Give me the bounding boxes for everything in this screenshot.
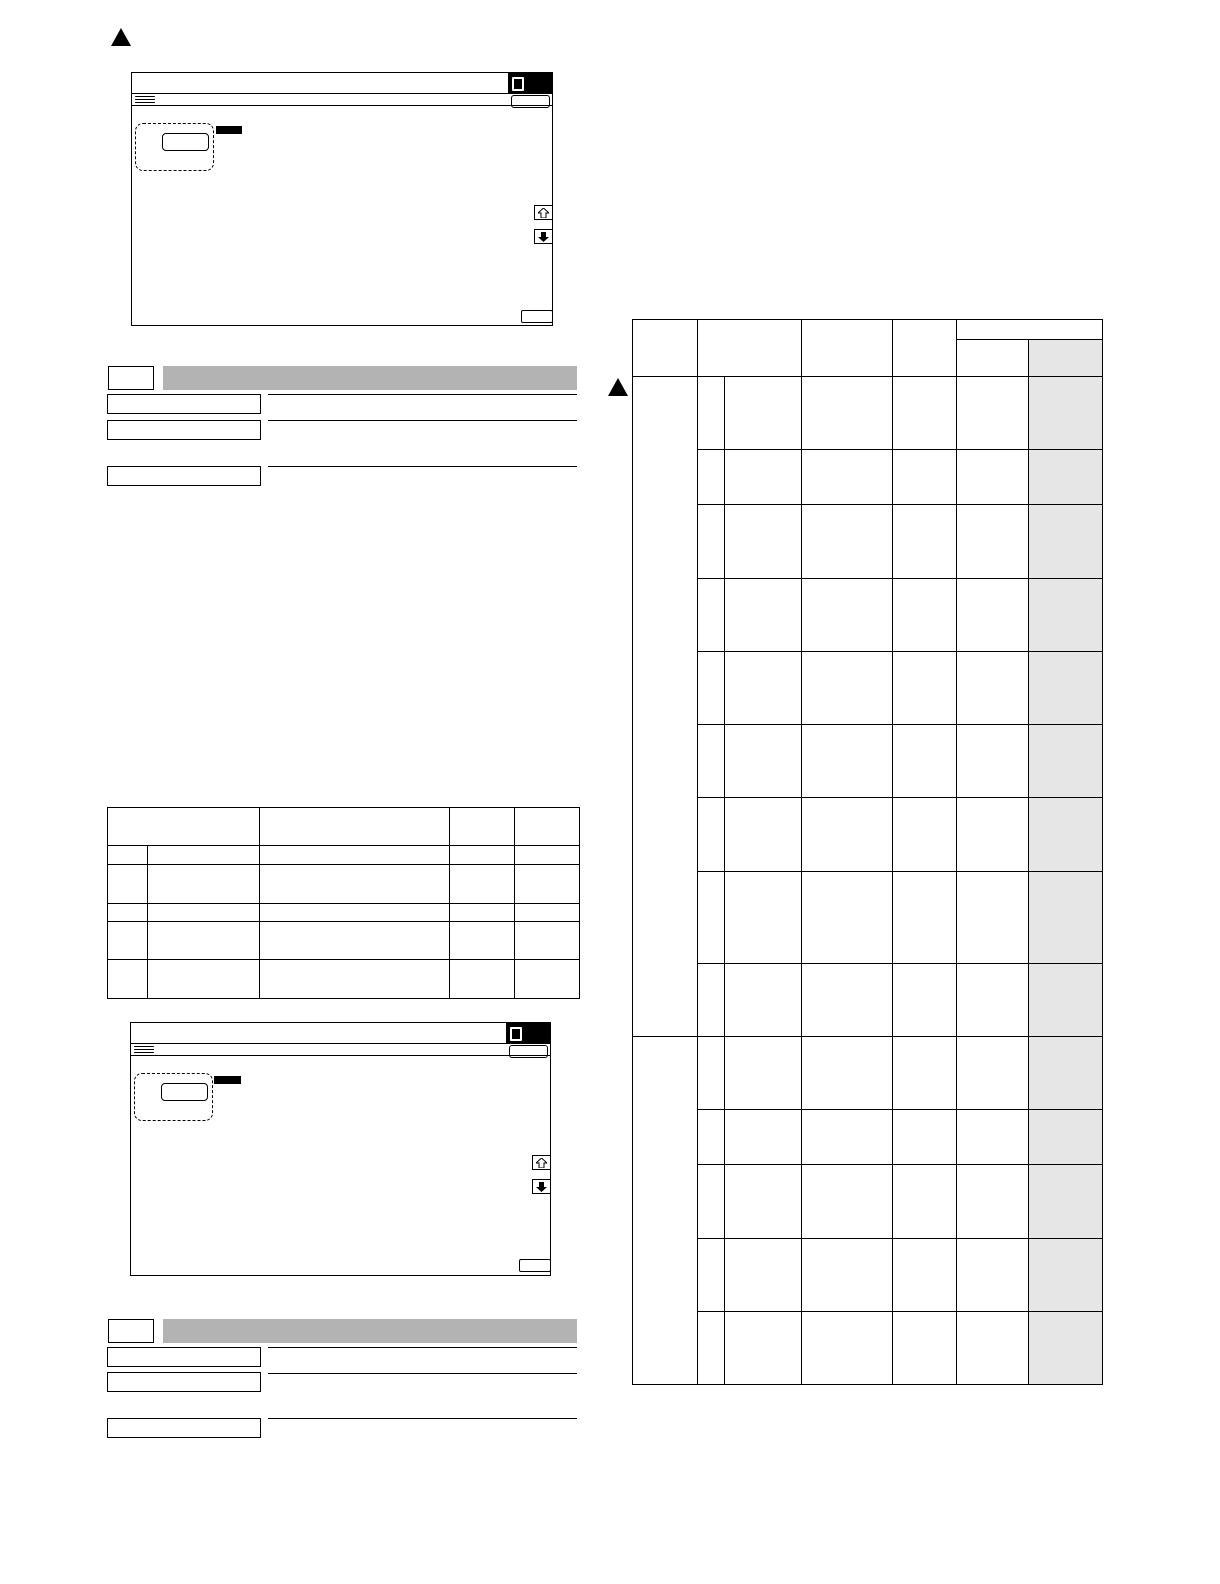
warning-triangle-icon bbox=[608, 378, 628, 396]
arrow-up-icon bbox=[538, 208, 549, 218]
table-row bbox=[633, 450, 1103, 505]
operation-rule bbox=[268, 1418, 577, 1419]
scroll-up-button[interactable] bbox=[532, 1155, 551, 1170]
section-number bbox=[108, 1319, 154, 1343]
table-row bbox=[633, 651, 1103, 724]
back-button[interactable] bbox=[509, 1045, 548, 1058]
setting-button[interactable] bbox=[162, 133, 209, 151]
job-status-indicator bbox=[506, 1023, 550, 1043]
copy-icon bbox=[512, 77, 524, 91]
section-title-bar bbox=[163, 1319, 577, 1343]
adjustment-table bbox=[632, 319, 1103, 1385]
warning-triangle-icon bbox=[111, 28, 131, 46]
operation-label bbox=[107, 466, 261, 486]
function-rule bbox=[268, 1373, 577, 1374]
function-rule bbox=[268, 420, 577, 421]
table-row bbox=[633, 1165, 1103, 1238]
table-row bbox=[633, 963, 1103, 1036]
setting-button[interactable] bbox=[161, 1083, 208, 1101]
table-row bbox=[108, 922, 580, 960]
table-row bbox=[108, 960, 580, 999]
table-row bbox=[633, 1311, 1103, 1384]
selected-tag bbox=[214, 1076, 241, 1084]
table-row bbox=[633, 505, 1103, 578]
function-label bbox=[107, 420, 261, 440]
arrow-down-icon bbox=[536, 1182, 547, 1192]
table-header-row bbox=[633, 320, 1103, 340]
table-row bbox=[108, 846, 580, 865]
table-row bbox=[633, 1110, 1103, 1165]
table-row bbox=[633, 377, 1103, 450]
scroll-up-button[interactable] bbox=[534, 205, 553, 220]
selected-tag bbox=[216, 126, 242, 134]
settings-table bbox=[107, 807, 580, 999]
table-header-row bbox=[108, 808, 580, 846]
purpose-label bbox=[107, 1347, 261, 1367]
table-row bbox=[108, 865, 580, 904]
scroll-down-button[interactable] bbox=[534, 229, 553, 244]
section-title-bar bbox=[163, 366, 577, 390]
ok-button[interactable] bbox=[521, 310, 553, 323]
table-row bbox=[633, 1238, 1103, 1311]
scroll-down-button[interactable] bbox=[532, 1179, 551, 1194]
purpose-rule bbox=[268, 1347, 577, 1348]
table-row bbox=[633, 798, 1103, 871]
back-button[interactable] bbox=[511, 95, 550, 108]
table-row bbox=[633, 1036, 1103, 1109]
table-row bbox=[633, 725, 1103, 798]
purpose-rule bbox=[268, 394, 577, 395]
section-number bbox=[108, 366, 154, 390]
ok-button[interactable] bbox=[519, 1259, 551, 1272]
arrow-up-icon bbox=[536, 1158, 547, 1168]
lcd-screen-2 bbox=[130, 1022, 551, 1276]
table-row bbox=[108, 904, 580, 922]
copy-icon bbox=[510, 1027, 522, 1041]
function-label bbox=[107, 1372, 261, 1392]
purpose-label bbox=[107, 394, 261, 414]
table-row bbox=[633, 578, 1103, 651]
job-status-indicator bbox=[508, 73, 552, 93]
operation-label bbox=[107, 1418, 261, 1438]
table-row bbox=[633, 871, 1103, 963]
operation-rule bbox=[268, 466, 577, 467]
lcd-screen-1 bbox=[131, 72, 553, 326]
arrow-down-icon bbox=[538, 232, 549, 242]
